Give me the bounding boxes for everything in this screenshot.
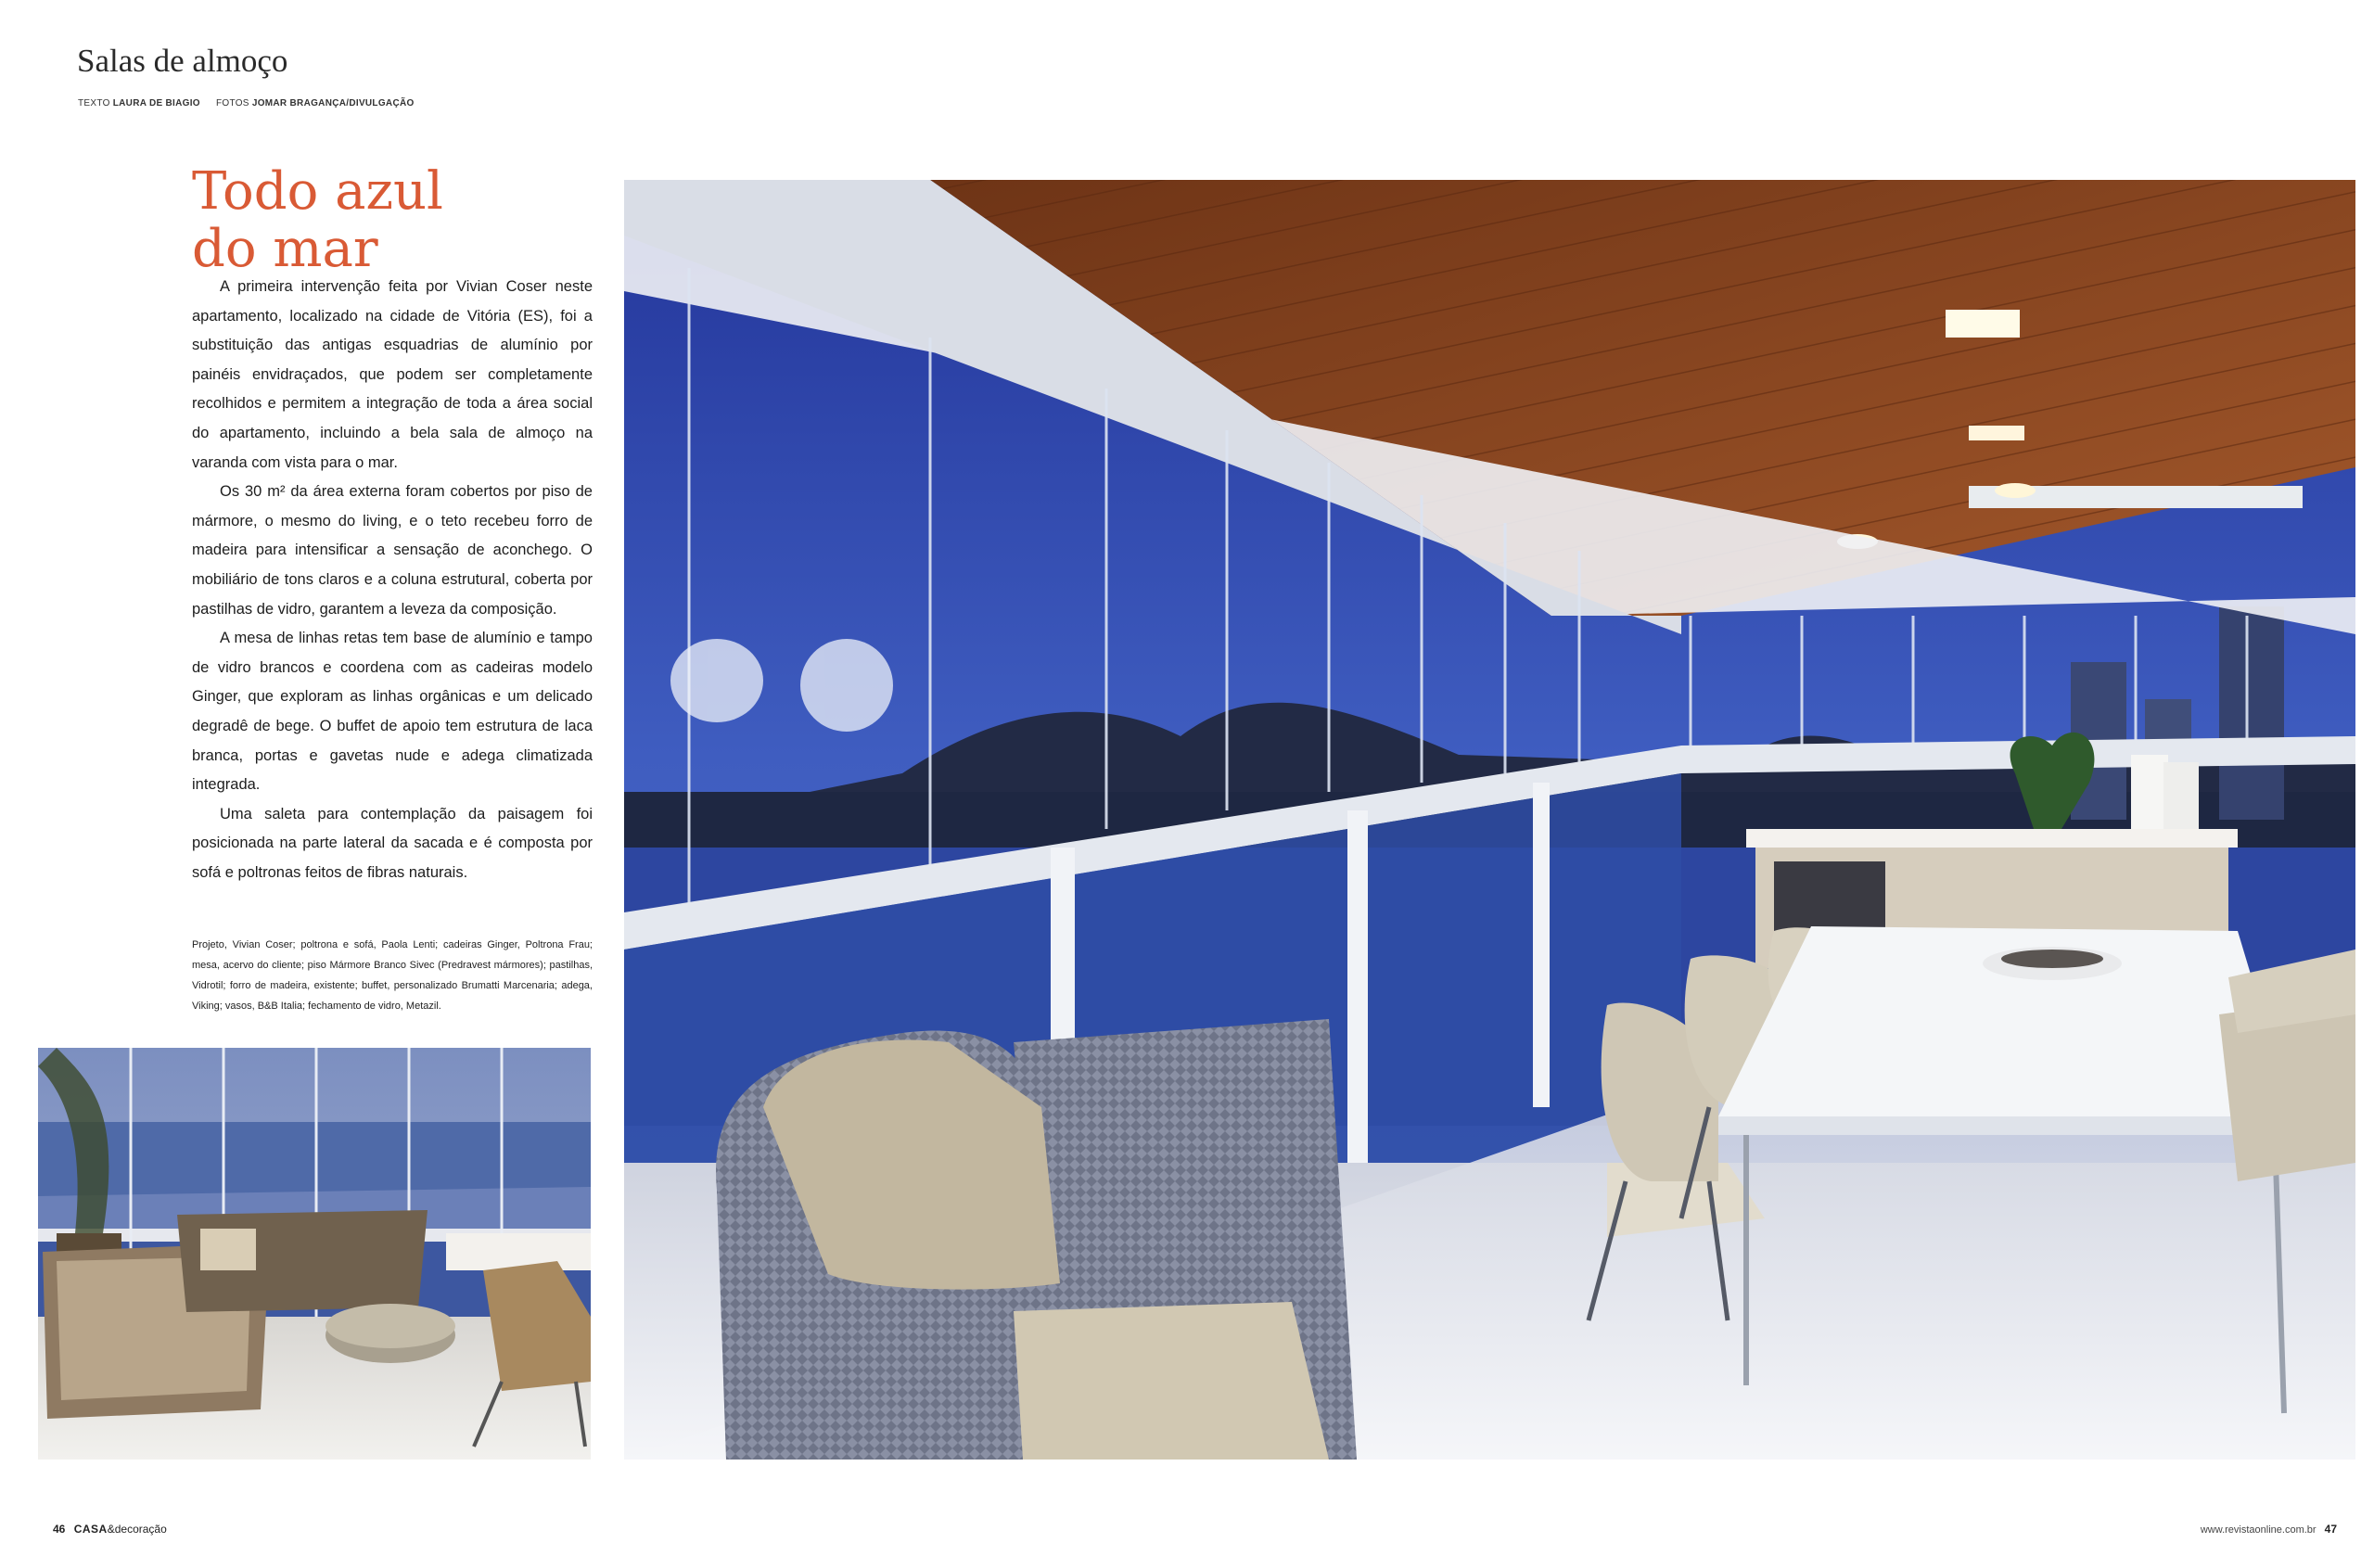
photo-credit-author: JOMAR BRAGANÇA/DIVULGAÇÃO bbox=[251, 98, 415, 108]
lounge-photo bbox=[38, 1048, 591, 1460]
article-headline bbox=[192, 163, 443, 278]
veranda-dining-illustration bbox=[624, 180, 2355, 1460]
body-paragraph: Uma saleta para contemplação da paisagem foi posicionada na parte lateral da sacada e é composta por sofá e poltronas feitos de fibras naturais. bbox=[192, 805, 593, 881]
magazine-brand-sub: &decoração bbox=[107, 1523, 167, 1536]
left-page-folio bbox=[53, 1523, 167, 1536]
section-title: Salas de almoço bbox=[77, 43, 288, 79]
headline-line-2: do mar bbox=[192, 219, 378, 279]
magazine-brand: CASA bbox=[73, 1523, 108, 1536]
photo-credit-label: FOTOS bbox=[215, 98, 249, 108]
right-page-number: 47 bbox=[2324, 1523, 2337, 1536]
body-paragraph: Os 30 m² da área externa foram cobertos por piso de mármore, o mesmo do living, e o teto recebeu forro de madeira para intensificar a sensação de aconchego. O mobiliário de tons claros e a coluna estrutural, coberta por pastilhas de vidro, garantem a leveza da composição. bbox=[192, 483, 593, 618]
left-page-number: 46 bbox=[53, 1523, 66, 1536]
byline-credits bbox=[78, 98, 428, 108]
headline-line-1: Todo azul bbox=[192, 161, 443, 222]
text-credit-label: TEXTO bbox=[78, 98, 110, 108]
product-credits: Projeto, Vivian Coser; poltrona e sofá, Paola Lenti; cadeiras Ginger, Poltrona Frau; mesa, acervo do cliente; piso Mármore Branco Sivec (Predravest mármores); pastilhas, Vidrotil; forro de madeira, existente; buffet, personalizado Brumatti Marcenaria; adega, Viking; vasos, B&B Italia; fechamento de vidro, Metazil. bbox=[192, 939, 593, 1012]
veranda-dining-photo bbox=[624, 180, 2355, 1460]
article-body bbox=[192, 273, 593, 887]
website-url[interactable]: www.revistaonline.com.br bbox=[2200, 1524, 2317, 1536]
right-page-folio bbox=[2201, 1523, 2337, 1536]
text-credit-author: LAURA DE BIAGIO bbox=[112, 98, 200, 108]
body-paragraph: A mesa de linhas retas tem base de alumínio e tampo de vidro brancos e coordena com as cadeiras modelo Ginger, que exploram as linhas orgânicas e um delicado degradê de bege. O buffet de apoio tem estrutura de laca branca, portas e gavetas nude e adega climatizada integrada. bbox=[192, 630, 593, 794]
lounge-photo-illustration bbox=[38, 1048, 591, 1460]
body-paragraph: A primeira intervenção feita por Vivian Coser neste apartamento, localizado na cidade de Vitória (ES), foi a substituição das antigas esquadrias de alumínio por painéis envidraçados, que podem ser completamente recolhidos e permitem a integração de toda a área social do apartamento, incluindo a bela sala de almoço na varanda com vista para o mar. bbox=[192, 278, 593, 471]
